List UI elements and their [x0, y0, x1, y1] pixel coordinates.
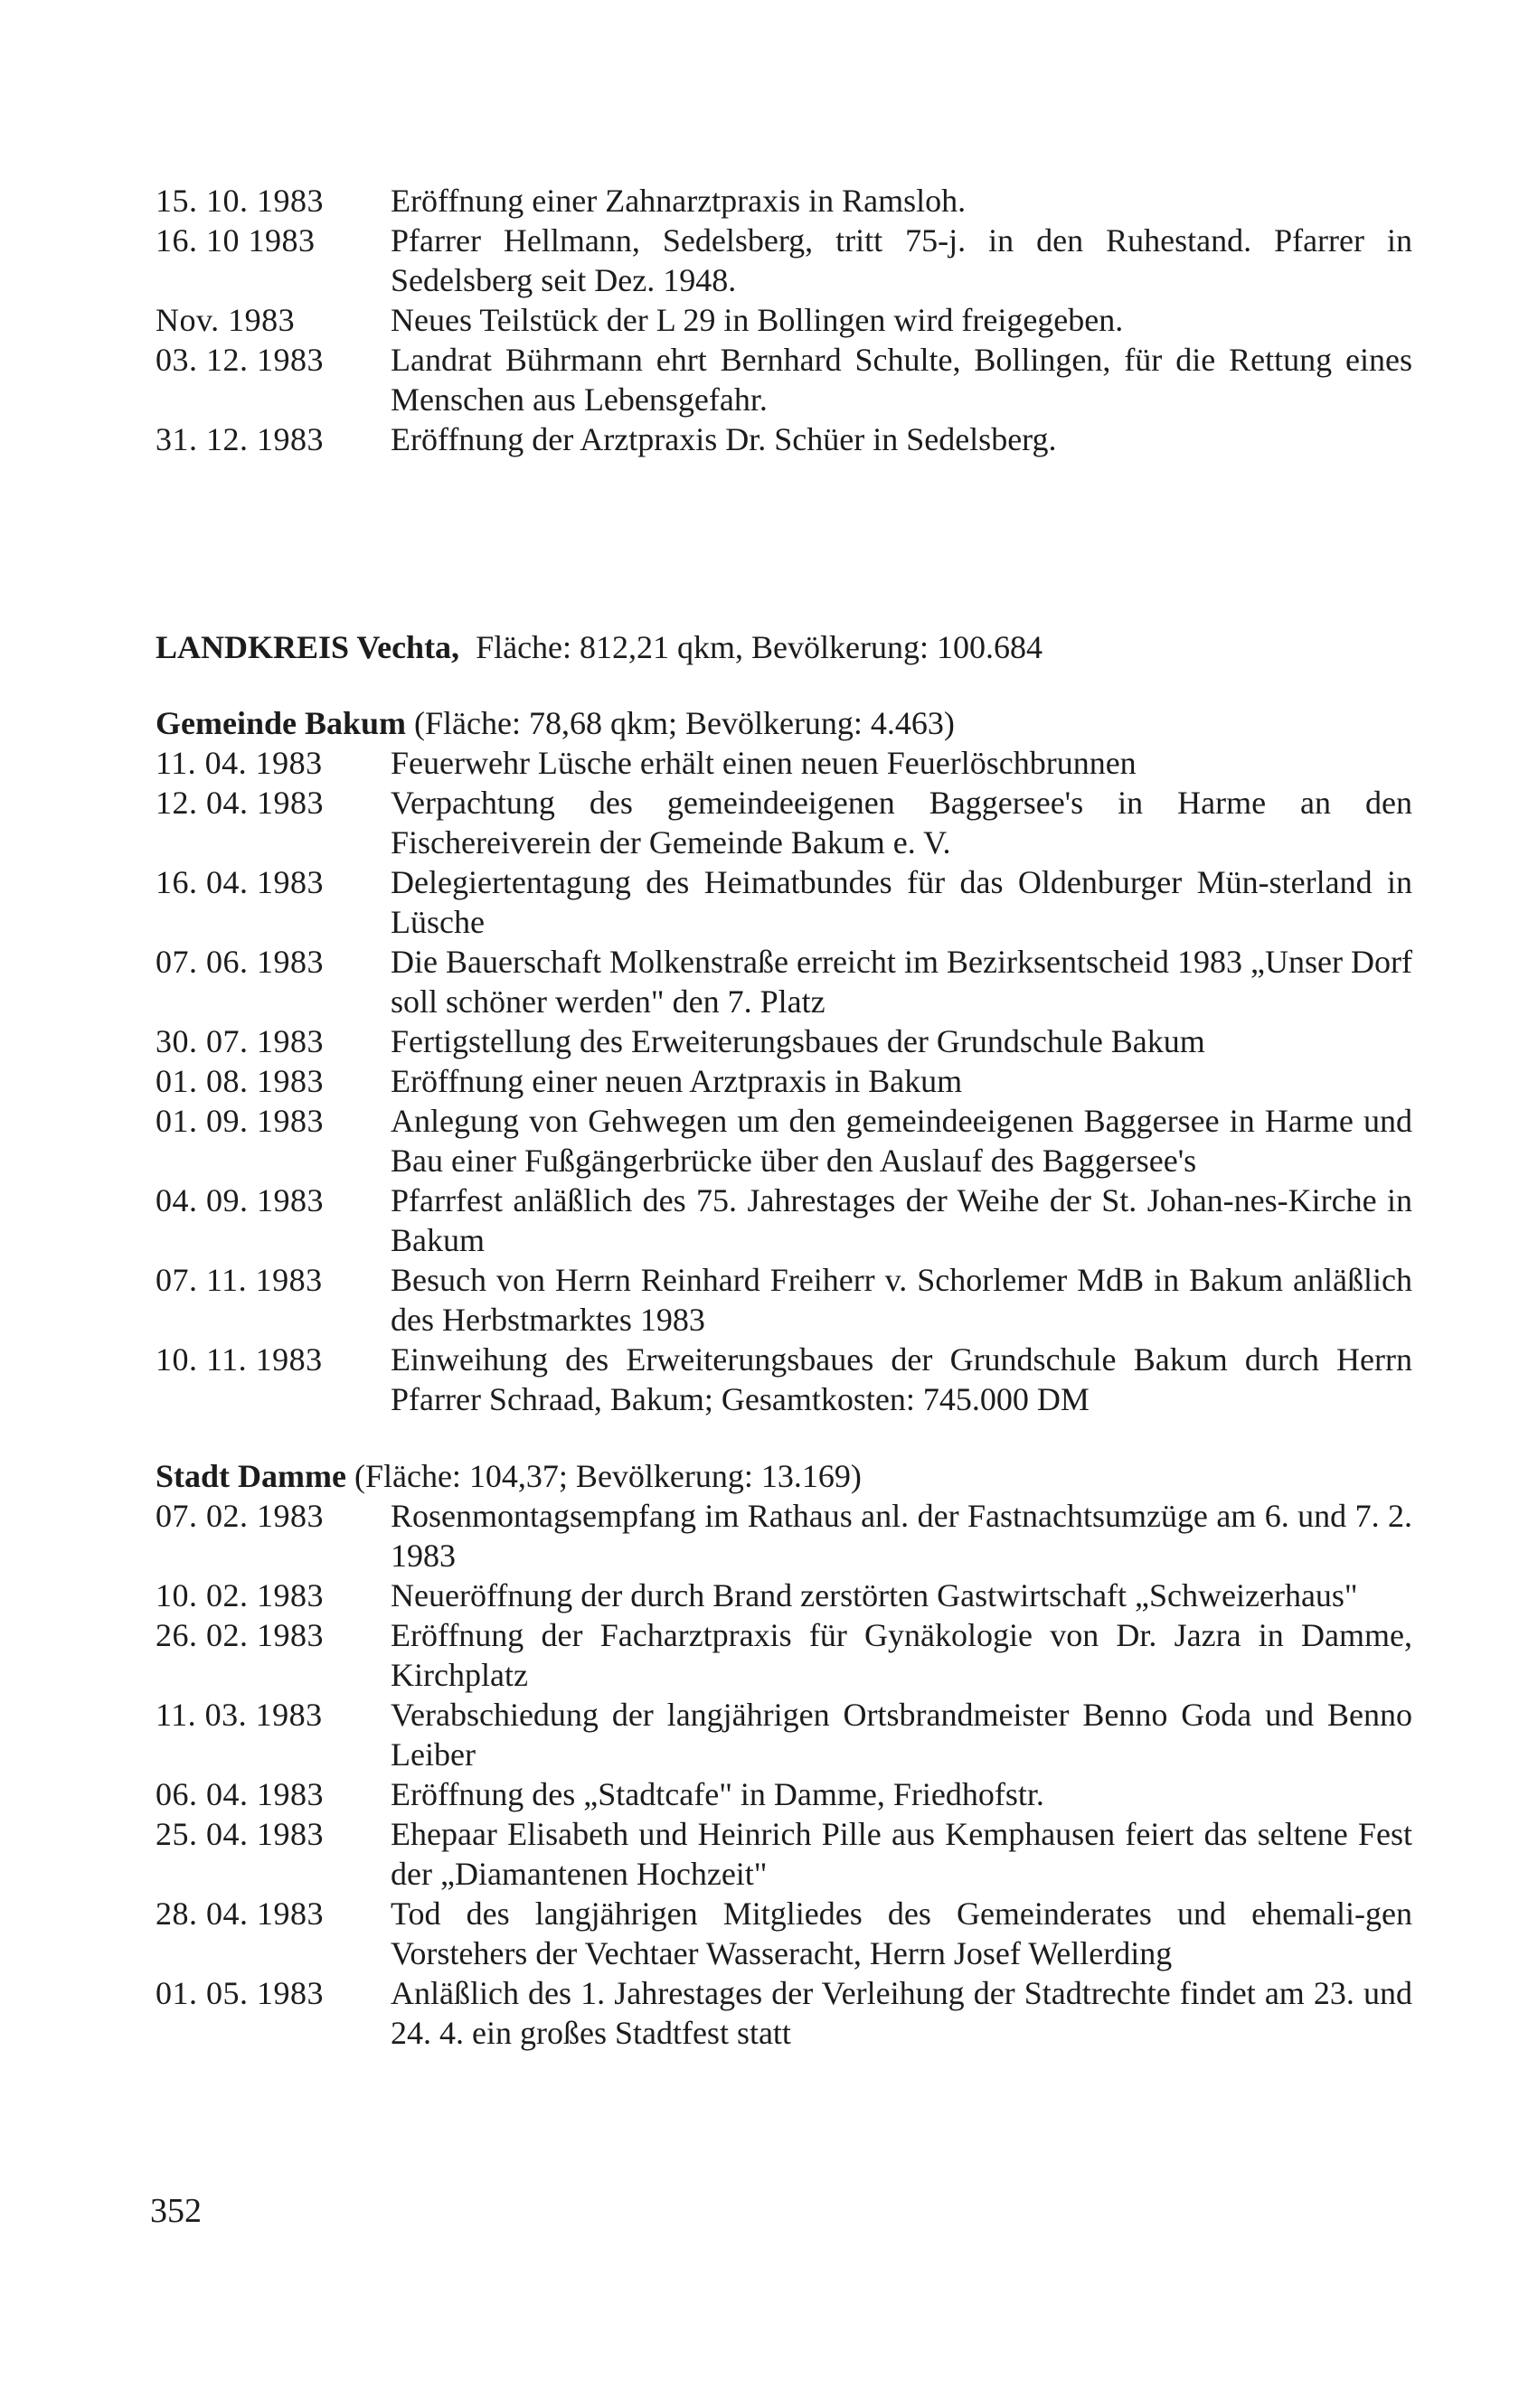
bakum-details: (Fläche: 78,68 qkm; Bevölkerung: 4.463)	[414, 705, 955, 741]
bakum-name: Gemeinde Bakum	[156, 705, 407, 741]
bakum-heading	[156, 703, 1412, 743]
landkreis-details: Fläche: 812,21 qkm, Bevölkerung: 100.684	[476, 629, 1043, 665]
entry-date: 26. 02. 1983	[156, 1617, 324, 1653]
entry-text: Verabschiedung der langjährigen Ortsbrandmeister Benno Goda und Benno Leiber	[391, 1697, 1412, 1773]
chronicle-entry	[156, 181, 1412, 221]
chronicle-entry	[156, 1814, 1412, 1894]
chronicle-entry	[156, 1061, 1412, 1101]
chronicle-entry	[156, 1180, 1412, 1260]
damme-name: Stadt Damme	[156, 1458, 346, 1494]
entry-date: 07. 06. 1983	[156, 944, 324, 980]
entry-text: Eröffnung einer neuen Arztpraxis in Bakum	[391, 1063, 963, 1099]
chronicle-entry	[156, 419, 1412, 459]
entry-date: 31. 12. 1983	[156, 421, 324, 457]
entry-date: 25. 04. 1983	[156, 1816, 324, 1852]
entry-text: Pfarrfest anläßlich des 75. Jahrestages der Weihe der St. Johan-nes-Kirche in Bakum	[391, 1182, 1412, 1258]
chronicle-entry	[156, 862, 1412, 942]
entry-text: Verpachtung des gemeindeeigenen Baggersee's in Harme an den Fischereiverein der Gemeinde Bakum e. V.	[391, 785, 1412, 861]
chronicle-entry	[156, 1894, 1412, 1973]
chronicle-entry	[156, 743, 1412, 783]
entry-text: Fertigstellung des Erweiterungsbaues der Grundschule Bakum	[391, 1023, 1205, 1059]
entry-text: Feuerwehr Lüsche erhält einen neuen Feuerlöschbrunnen	[391, 745, 1137, 781]
entry-date: 28. 04. 1983	[156, 1895, 324, 1932]
damme-heading	[156, 1456, 1412, 1496]
entry-text: Neueröffnung der durch Brand zerstörten Gastwirtschaft „Schweizerhaus"	[391, 1577, 1358, 1613]
entry-date: 11. 03. 1983	[156, 1697, 323, 1733]
entry-date: 30. 07. 1983	[156, 1023, 324, 1059]
entry-date: Nov. 1983	[156, 302, 296, 338]
entry-date: 01. 05. 1983	[156, 1975, 324, 2011]
entry-text: Die Bauerschaft Molkenstraße erreicht im Bezirksentscheid 1983 „Unser Dorf soll schöner werden" den 7. Platz	[391, 944, 1412, 1020]
entry-date: 11. 04. 1983	[156, 745, 323, 781]
chronicle-entry	[156, 1496, 1412, 1576]
chronicle-entry	[156, 1021, 1412, 1061]
chronicle-entry	[156, 1101, 1412, 1180]
chronicle-entry	[156, 1576, 1412, 1615]
entry-date: 03. 12. 1983	[156, 342, 324, 378]
top-entries	[156, 181, 1412, 459]
chronicle-entry	[156, 1973, 1412, 2053]
entry-text: Pfarrer Hellmann, Sedelsberg, tritt 75-j. in den Ruhestand. Pfarrer in Sedelsberg seit Dez. 1948.	[391, 222, 1412, 298]
landkreis-name: LANDKREIS Vechta,	[156, 629, 460, 665]
entry-date: 16. 04. 1983	[156, 864, 324, 900]
chronicle-entry	[156, 783, 1412, 862]
entry-date: 04. 09. 1983	[156, 1182, 324, 1218]
entry-date: 07. 11. 1983	[156, 1262, 323, 1298]
document-page	[156, 181, 1412, 2053]
chronicle-entry	[156, 1695, 1412, 1774]
entry-date: 15. 10. 1983	[156, 183, 324, 219]
entry-text: Neues Teilstück der L 29 in Bollingen wird freigegeben.	[391, 302, 1124, 338]
chronicle-entry	[156, 1774, 1412, 1814]
entry-date: 06. 04. 1983	[156, 1776, 324, 1812]
chronicle-entry	[156, 1260, 1412, 1340]
entry-text: Rosenmontagsempfang im Rathaus anl. der Fastnachtsumzüge am 6. und 7. 2. 1983	[391, 1498, 1412, 1574]
chronicle-entry	[156, 942, 1412, 1021]
entry-text: Ehepaar Elisabeth und Heinrich Pille aus Kemphausen feiert das seltene Fest der „Diamantenen Hochzeit"	[391, 1816, 1412, 1892]
entry-text: Landrat Bührmann ehrt Bernhard Schulte, Bollingen, für die Rettung eines Menschen aus Lebensgefahr.	[391, 342, 1412, 418]
entry-text: Eröffnung des „Stadtcafe" in Damme, Friedhofstr.	[391, 1776, 1044, 1812]
entry-date: 10. 11. 1983	[156, 1341, 323, 1378]
entry-date: 01. 08. 1983	[156, 1063, 324, 1099]
damme-section	[156, 1456, 1412, 2053]
page-number: 352	[150, 2192, 202, 2230]
entry-text: Delegiertentagung des Heimatbundes für das Oldenburger Mün-sterland in Lüsche	[391, 864, 1412, 940]
entry-date: 07. 02. 1983	[156, 1498, 324, 1534]
chronicle-entry	[156, 1340, 1412, 1419]
entry-text: Tod des langjährigen Mitgliedes des Gemeinderates und ehemali-gen Vorstehers der Vechtaer Wasseracht, Herrn Josef Wellerding	[391, 1895, 1412, 1971]
entry-date: 16. 10 1983	[156, 222, 316, 259]
entry-date: 01. 09. 1983	[156, 1103, 324, 1139]
entry-date: 10. 02. 1983	[156, 1577, 324, 1613]
entry-text: Einweihung des Erweiterungsbaues der Grundschule Bakum durch Herrn Pfarrer Schraad, Bakum; Gesamtkosten: 745.000 DM	[391, 1341, 1412, 1417]
entry-text: Eröffnung einer Zahnarztpraxis in Ramsloh.	[391, 183, 967, 219]
entry-date: 12. 04. 1983	[156, 785, 324, 821]
chronicle-entry	[156, 221, 1412, 300]
landkreis-heading	[156, 627, 1412, 667]
entry-text: Anlegung von Gehwegen um den gemeindeeigenen Baggersee in Harme und Bau einer Fußgängerbrücke über den Auslauf des Baggersee's	[391, 1103, 1412, 1179]
entry-text: Besuch von Herrn Reinhard Freiherr v. Schorlemer MdB in Bakum anläßlich des Herbstmarktes 1983	[391, 1262, 1412, 1338]
bakum-section	[156, 703, 1412, 1419]
entry-text: Anläßlich des 1. Jahrestages der Verleihung der Stadtrechte findet am 23. und 24. 4. ein großes Stadtfest statt	[391, 1975, 1412, 2051]
chronicle-entry	[156, 340, 1412, 419]
entry-text: Eröffnung der Arztpraxis Dr. Schüer in Sedelsberg.	[391, 421, 1057, 457]
chronicle-entry	[156, 300, 1412, 340]
damme-details: (Fläche: 104,37; Bevölkerung: 13.169)	[354, 1458, 862, 1494]
chronicle-entry	[156, 1615, 1412, 1695]
entry-text: Eröffnung der Facharztpraxis für Gynäkologie von Dr. Jazra in Damme, Kirchplatz	[391, 1617, 1412, 1693]
